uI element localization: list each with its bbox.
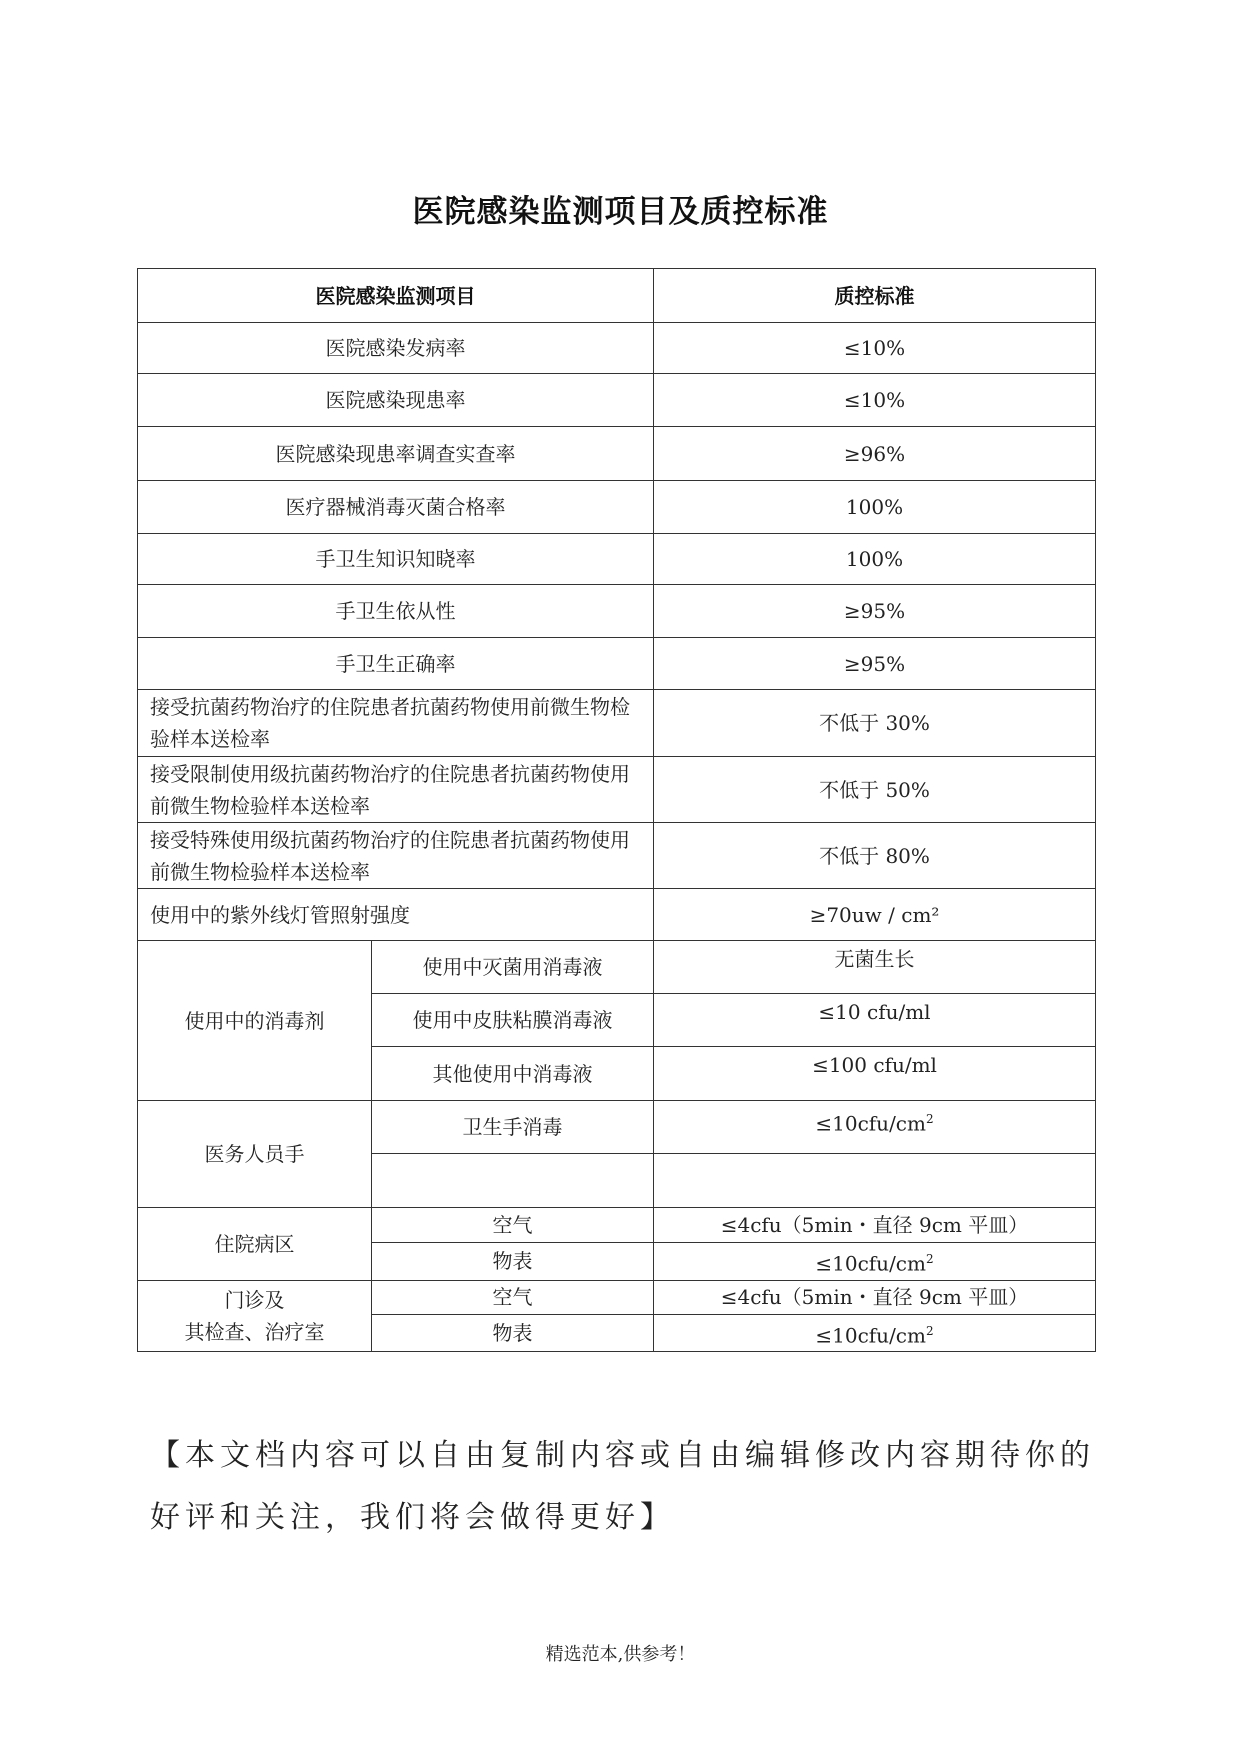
sub-item-cell: 卫生手消毒 — [372, 1101, 654, 1154]
sub-item-cell — [372, 1154, 654, 1208]
superscript: 2 — [925, 1323, 934, 1338]
group-cell-disinfectant: 使用中的消毒剂 — [138, 941, 372, 1101]
standard-text: ≤10cfu/cm — [815, 1111, 926, 1136]
standard-cell: ≥70uw / cm² — [654, 889, 1096, 941]
standard-cell: 不低于 50% — [654, 757, 1096, 823]
standard-cell: ≥95% — [654, 585, 1096, 638]
sub-item-cell: 使用中灭菌用消毒液 — [372, 941, 654, 994]
sub-item-cell: 其他使用中消毒液 — [372, 1047, 654, 1101]
item-cell: 医院感染现患率 — [138, 374, 654, 427]
standard-cell: ≥96% — [654, 427, 1096, 481]
standard-cell: 不低于 80% — [654, 823, 1096, 889]
item-cell: 医疗器械消毒灭菌合格率 — [138, 481, 654, 534]
standard-text: ≤10cfu/cm — [815, 1323, 926, 1348]
table-row — [138, 1101, 1096, 1154]
item-cell: 医院感染发病率 — [138, 323, 654, 374]
item-cell: 接受抗菌药物治疗的住院患者抗菌药物使用前微生物检验样本送检率 — [138, 690, 654, 757]
group-cell-staff-hands: 医务人员手 — [138, 1101, 372, 1208]
document-note: 【本文档内容可以自由复制内容或自由编辑修改内容期待你的好评和关注，我们将会做得更好】 — [150, 1438, 1095, 1535]
table-row — [138, 374, 1096, 427]
standard-cell: ≤10% — [654, 323, 1096, 374]
sub-item-cell: 空气 — [372, 1280, 654, 1314]
sub-item-cell: 使用中皮肤粘膜消毒液 — [372, 994, 654, 1047]
standard-cell — [654, 1154, 1096, 1208]
group-label-line1: 门诊及 — [224, 1287, 285, 1312]
group-cell-clinic — [138, 1280, 372, 1352]
standard-cell: 100% — [654, 481, 1096, 534]
item-cell: 使用中的紫外线灯管照射强度 — [138, 889, 654, 941]
header-item: 医院感染监测项目 — [138, 269, 654, 323]
table-row — [138, 690, 1096, 757]
standard-cell: ≥95% — [654, 638, 1096, 690]
standard-cell: ≤4cfu（5min・直径 9cm 平皿） — [654, 1208, 1096, 1243]
group-cell-ward: 住院病区 — [138, 1208, 372, 1281]
sub-item-cell: 空气 — [372, 1208, 654, 1243]
header-standard: 质控标准 — [654, 269, 1096, 323]
table-row — [138, 427, 1096, 481]
standard-cell — [654, 1243, 1096, 1281]
item-cell: 接受特殊使用级抗菌药物治疗的住院患者抗菌药物使用前微生物检验样本送检率 — [138, 823, 654, 889]
group-label-line2: 其检查、治疗室 — [184, 1319, 325, 1344]
standard-cell — [654, 1314, 1096, 1352]
table-row — [138, 823, 1096, 889]
standard-cell — [654, 1101, 1096, 1154]
standard-cell: ≤10 cfu/ml — [654, 994, 1096, 1047]
table-row — [138, 941, 1096, 994]
page-footer: 精选范本,供参考！ — [545, 1644, 696, 1665]
item-cell: 手卫生知识知晓率 — [138, 534, 654, 585]
standard-cell: ≤10% — [654, 374, 1096, 427]
table-row — [138, 323, 1096, 374]
page-title: 医院感染监测项目及质控标准 — [412, 194, 829, 230]
sub-item-cell: 物表 — [372, 1314, 654, 1352]
quality-standards-table — [137, 268, 1096, 1352]
item-cell: 手卫生依从性 — [138, 585, 654, 638]
standard-cell: 100% — [654, 534, 1096, 585]
table-row — [138, 585, 1096, 638]
standard-cell: 无菌生长 — [654, 941, 1096, 994]
table-row — [138, 889, 1096, 941]
table-row — [138, 534, 1096, 585]
superscript: 2 — [925, 1112, 934, 1126]
table-row — [138, 481, 1096, 534]
table-row — [138, 638, 1096, 690]
table-row — [138, 1280, 1096, 1314]
table-row — [138, 757, 1096, 823]
standard-cell: ≤100 cfu/ml — [654, 1047, 1096, 1101]
superscript: 2 — [925, 1252, 934, 1266]
item-cell: 接受限制使用级抗菌药物治疗的住院患者抗菌药物使用前微生物检验样本送检率 — [138, 757, 654, 823]
sub-item-cell: 物表 — [372, 1243, 654, 1281]
table-row — [138, 1208, 1096, 1243]
standard-cell: 不低于 30% — [654, 690, 1096, 757]
standard-cell: ≤4cfu（5min・直径 9cm 平皿） — [654, 1280, 1096, 1314]
standard-text: ≤10cfu/cm — [815, 1251, 926, 1276]
item-cell: 医院感染现患率调查实查率 — [138, 427, 654, 481]
table-header-row — [138, 269, 1096, 323]
item-cell: 手卫生正确率 — [138, 638, 654, 690]
